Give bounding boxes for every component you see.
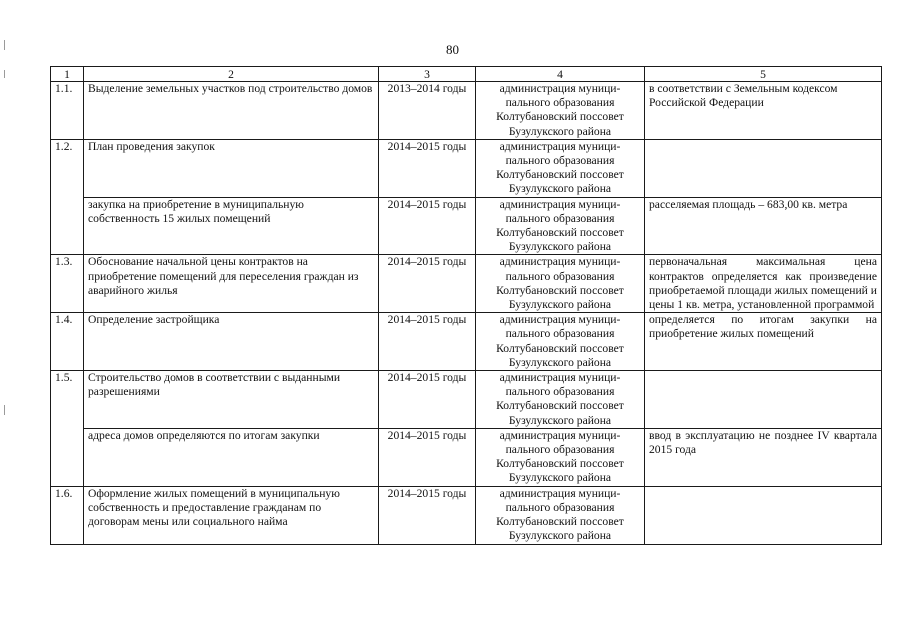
executor-cell xyxy=(476,82,645,140)
executor-cell xyxy=(476,486,645,544)
executor-line: Колтубановский поссовет xyxy=(496,283,624,297)
executor-line: администрация муници- xyxy=(499,428,621,442)
executor-line: пального образования xyxy=(505,96,615,110)
executor-line: администрация муници- xyxy=(499,313,621,327)
column-number: 1 xyxy=(51,67,84,82)
executor-line: Бузулукского района xyxy=(508,413,612,427)
executor-cell xyxy=(476,313,645,371)
item-number: 1.1. xyxy=(51,82,84,140)
executor-line: Бузулукского района xyxy=(508,471,612,485)
executor-line: Колтубановский поссовет xyxy=(496,457,624,471)
executor-cell xyxy=(476,139,645,197)
item-number: 1.5. xyxy=(51,371,84,487)
action-cell: закупка на приобретение в муниципальную собственность 15 жилых помещений xyxy=(84,197,379,255)
executor-line: администрация муници- xyxy=(499,139,621,153)
action-cell: Выделение земельных участков под строительство домов xyxy=(84,82,379,140)
action-cell: Строительство домов в соответствии с выданными разрешениями xyxy=(84,371,379,429)
note-cell: определяется по итогам закупки на приобретение жилых помещений xyxy=(645,313,882,371)
note-cell: в соответствии с Земельным кодексом Российской Федерации xyxy=(645,82,882,140)
note-cell xyxy=(645,371,882,429)
action-cell: Оформление жилых помещений в муниципальную собственность и предоставление гражданам по договорам мены или социального найма xyxy=(84,486,379,544)
executor-cell xyxy=(476,428,645,486)
table-row xyxy=(51,139,882,197)
note-cell xyxy=(645,139,882,197)
plan-table xyxy=(50,66,882,545)
period-cell: 2013–2014 годы xyxy=(379,82,476,140)
scan-edge-mark xyxy=(4,40,5,50)
action-cell: Обоснование начальной цены контрактов на приобретение помещений для переселения граждан из аварийного жилья xyxy=(84,255,379,313)
table-row xyxy=(51,197,882,255)
table-row xyxy=(51,486,882,544)
executor-line: пального образования xyxy=(505,500,615,514)
table-row xyxy=(51,371,882,429)
executor-line: Бузулукского района xyxy=(508,355,612,369)
item-number: 1.4. xyxy=(51,313,84,371)
executor-line: пального образования xyxy=(505,385,615,399)
action-cell: адреса домов определяются по итогам закупки xyxy=(84,428,379,486)
executor-line: Бузулукского района xyxy=(508,298,612,312)
item-number: 1.3. xyxy=(51,255,84,313)
table-row xyxy=(51,313,882,371)
action-cell: План проведения закупок xyxy=(84,139,379,197)
executor-line: администрация муници- xyxy=(499,197,621,211)
executor-line: пального образования xyxy=(505,327,615,341)
table-row xyxy=(51,255,882,313)
executor-line: пального образования xyxy=(505,211,615,225)
column-number: 3 xyxy=(379,67,476,82)
executor-line: Бузулукского района xyxy=(508,240,612,254)
period-cell: 2014–2015 годы xyxy=(379,486,476,544)
period-cell: 2014–2015 годы xyxy=(379,197,476,255)
scan-edge-mark xyxy=(4,70,5,78)
executor-line: Бузулукского района xyxy=(508,124,612,138)
table-row xyxy=(51,82,882,140)
period-cell: 2014–2015 годы xyxy=(379,428,476,486)
executor-line: Колтубановский поссовет xyxy=(496,341,624,355)
executor-line: пального образования xyxy=(505,154,615,168)
executor-line: администрация муници- xyxy=(499,82,621,95)
note-cell: ввод в эксплуатацию не позднее IV квартала 2015 года xyxy=(645,428,882,486)
executor-line: Бузулукского района xyxy=(508,182,612,196)
executor-line: пального образования xyxy=(505,269,615,283)
note-cell xyxy=(645,486,882,544)
executor-line: администрация муници- xyxy=(499,255,621,269)
note-cell: расселяемая площадь – 683,00 кв. метра xyxy=(645,197,882,255)
scan-edge-mark xyxy=(4,405,5,415)
page-number: 80 xyxy=(446,42,459,57)
period-cell: 2014–2015 годы xyxy=(379,255,476,313)
executor-line: Колтубановский поссовет xyxy=(496,110,624,124)
period-cell: 2014–2015 годы xyxy=(379,371,476,429)
executor-line: администрация муници- xyxy=(499,371,621,385)
executor-line: Бузулукского района xyxy=(508,529,612,543)
item-number: 1.6. xyxy=(51,486,84,544)
executor-cell xyxy=(476,371,645,429)
executor-line: пального образования xyxy=(505,443,615,457)
note-cell: первоначальная максимальная цена контрактов определяется как произведение приобретаемой площади жилых помещений и цены 1 кв. метра, установленной программой xyxy=(645,255,882,313)
period-cell: 2014–2015 годы xyxy=(379,313,476,371)
executor-line: Колтубановский поссовет xyxy=(496,168,624,182)
executor-line: Колтубановский поссовет xyxy=(496,399,624,413)
period-cell: 2014–2015 годы xyxy=(379,139,476,197)
column-number: 4 xyxy=(476,67,645,82)
executor-cell xyxy=(476,255,645,313)
executor-line: администрация муници- xyxy=(499,486,621,500)
executor-line: Колтубановский поссовет xyxy=(496,515,624,529)
item-number: 1.2. xyxy=(51,139,84,255)
action-cell: Определение застройщика xyxy=(84,313,379,371)
column-number: 5 xyxy=(645,67,882,82)
column-number: 2 xyxy=(84,67,379,82)
executor-line: Колтубановский поссовет xyxy=(496,226,624,240)
table-row xyxy=(51,428,882,486)
executor-cell xyxy=(476,197,645,255)
column-number-row xyxy=(51,67,882,82)
